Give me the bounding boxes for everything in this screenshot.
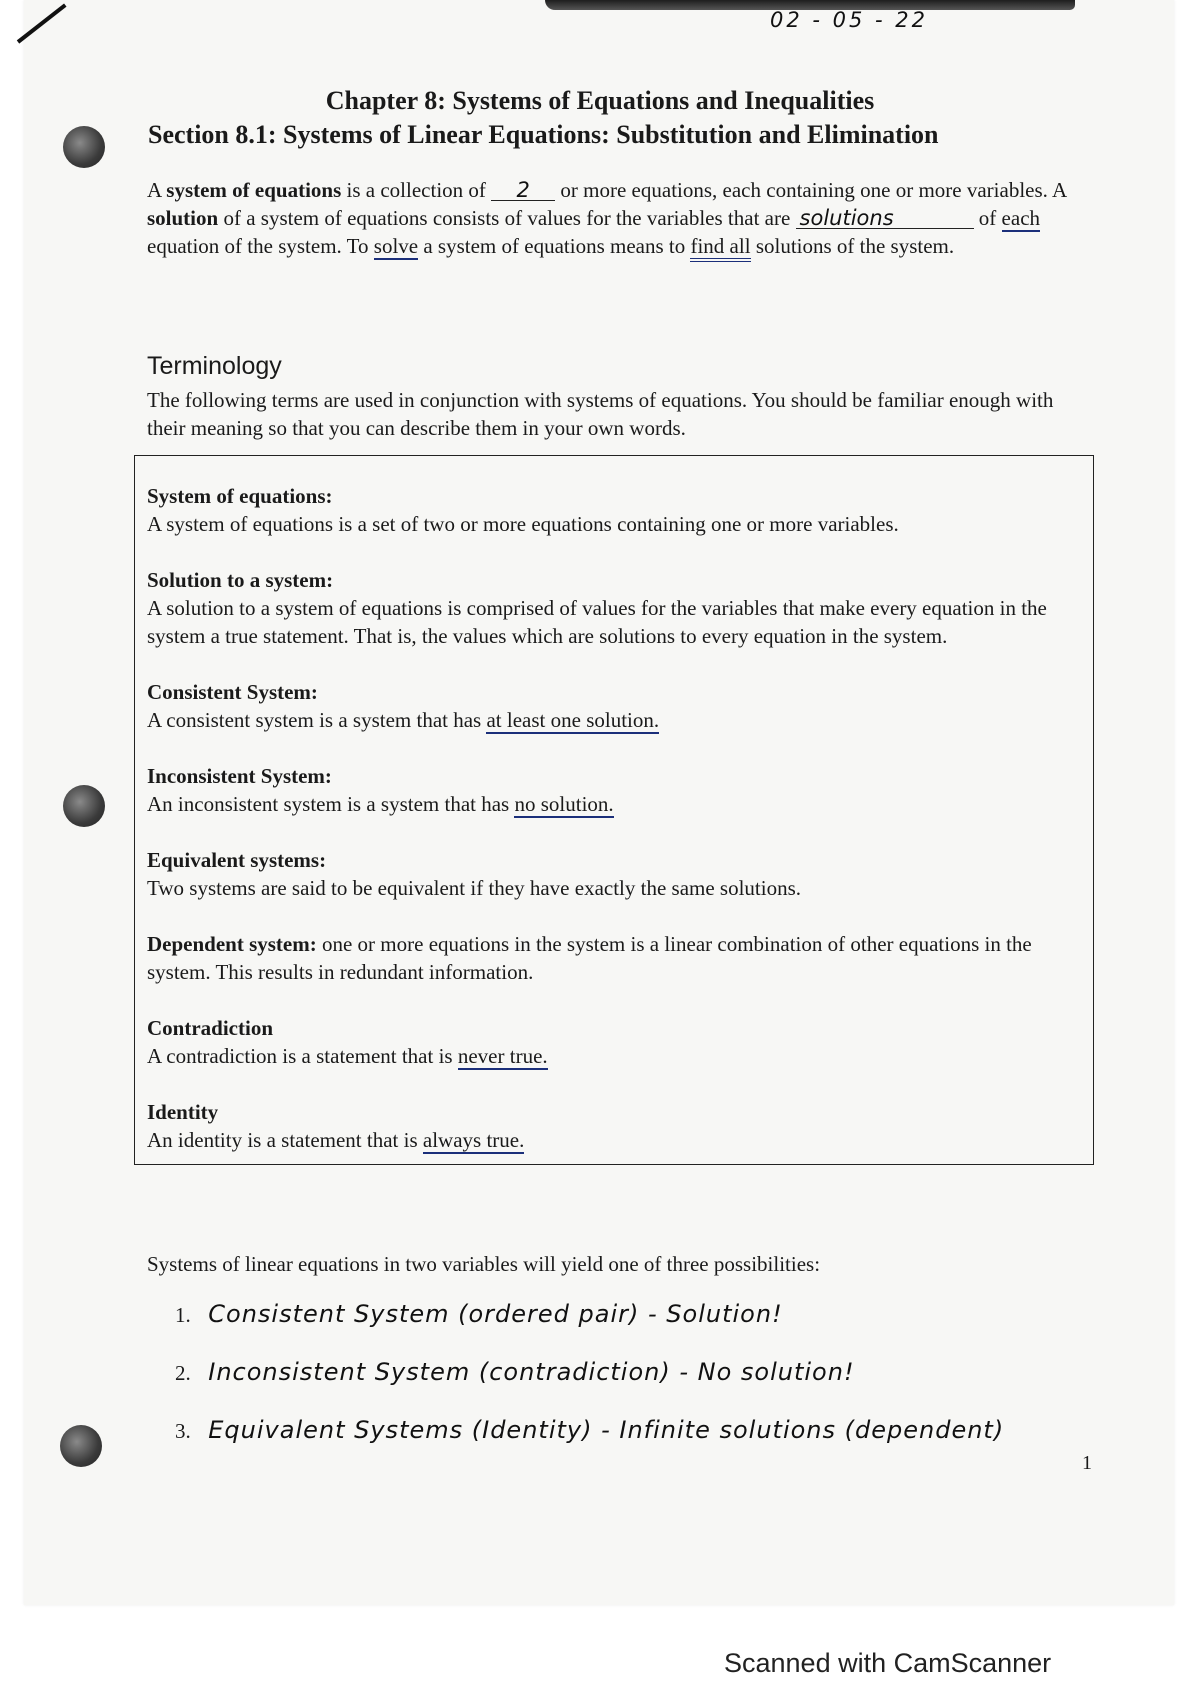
underlined-find-all: find all (690, 234, 750, 262)
punch-hole (60, 1425, 102, 1467)
fill-blank-count: 2 (491, 180, 555, 201)
definition-contradiction: Contradiction A contradiction is a statement that is never true. (147, 1016, 548, 1068)
terminology-heading: Terminology (147, 352, 282, 380)
handwritten-date: 02 - 05 - 22 (770, 8, 929, 32)
terminology-intro: The following terms are used in conjunction with systems of equations. You should be familiar enough with their meaning so that you can describe them in your own words. (147, 388, 1054, 440)
fill-blank-solutions: solutions (796, 208, 974, 229)
underlined-each: each (1001, 206, 1041, 230)
possibilities-label: Systems of linear equations in two variables will yield one of three possibilities: (147, 1252, 821, 1276)
definitions-box (134, 455, 1094, 1165)
definition-system: System of equations: A system of equations is a set of two or more equations containing one or more variables. (147, 484, 899, 536)
possibility-item: 3. Equivalent Systems (Identity) - Infinite solutions (dependent) (175, 1416, 1005, 1444)
definition-equivalent: Equivalent systems: Two systems are said to be equivalent if they have exactly the same solutions. (147, 848, 802, 900)
possibility-item: 1. Consistent System (ordered pair) - Solution! (175, 1300, 783, 1328)
page-number: 1 (1082, 1452, 1092, 1474)
definition-identity: Identity An identity is a statement that is always true. (147, 1100, 525, 1152)
chapter-title: Chapter 8: Systems of Equations and Inequalities (325, 86, 875, 115)
camscanner-watermark: Scanned with CamScanner (724, 1648, 1052, 1678)
punch-hole (63, 126, 105, 168)
definition-dependent: Dependent system: one or more equations in the system is a linear combination of other equations in the system. This results in redundant information. (147, 932, 1032, 984)
possibility-item: 2. Inconsistent System (contradiction) - No solution! (175, 1358, 855, 1386)
intro-paragraph: A system of equations is a collection of 2 or more equations, each containing one or more variables. A solution of a system of equations consists of values for the variables that are solutions of each equation of the system. To solve a system of equations means to find all solutions of the system. (147, 176, 1087, 260)
definition-consistent: Consistent System: A consistent system is a system that has at least one solution. (147, 680, 660, 732)
section-title: Section 8.1: Systems of Linear Equations: Substitution and Elimination (148, 120, 939, 149)
definition-solution: Solution to a system: A solution to a system of equations is comprised of values for the variables that make every equation in the system a true statement. That is, the values which are solutions to every equation in the system. (147, 568, 1047, 648)
punch-hole (63, 785, 105, 827)
definition-inconsistent: Inconsistent System: An inconsistent system is a system that has no solution. (147, 764, 614, 816)
possibilities-list (175, 1300, 1125, 1474)
underlined-solve: solve (373, 234, 419, 258)
